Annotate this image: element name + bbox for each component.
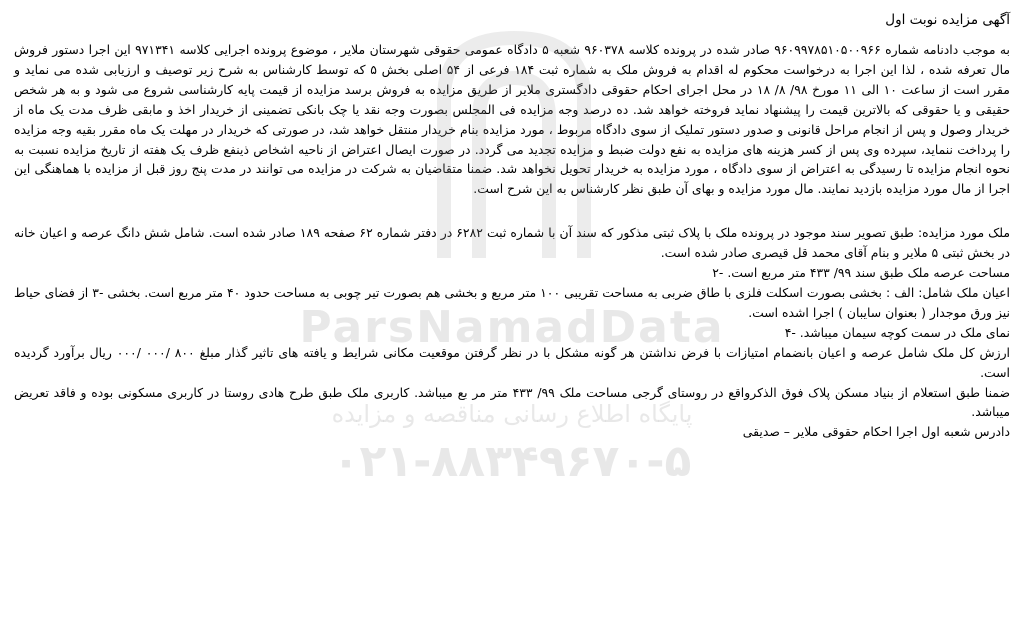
watermark-phone: ۰۲۱-۸۸۳۴۹۶۷۰-۵	[332, 436, 692, 487]
property-description: ملک مورد مزایده: طبق تصویر سند موجود در پرونده ملک با پلاک ثبتی مذکور که سند آن با شماره ثبت ۶۲۸۲ در دفتر شماره ۶۲ صفحه ۱۸۹ صادر شده است. شامل شش دانگ عرصه و اعیان خانه در بخش ثبتی ۵ ملایر و بنام آقای محمد قل قیصری صادر شده است.	[14, 225, 1010, 261]
auction-notice	[14, 8, 1010, 442]
building-details: اعیان ملک شامل: الف : بخشی بصورت اسکلت فلزی با طاق ضربی به مساحت تقریبی ۱۰۰ متر مربع و بخشی هم بصورت تیر چوبی به مساحت حدود ۴۰ متر مربع است. بخشی -۳ از فضای حیاط نیز ورق موجدار ( بعنوان سایبان ) اجرا اشده است.	[14, 284, 1010, 320]
housing-foundation-inquiry: ضمنا طبق استعلام از بنیاد مسکن پلاک فوق الذکرواقع در روستای گرجی مساحت ملک ۹۹/ ۴۳۳ متر مر بع میباشد. کاربری ملک طبق طرح هادی روستا در کاربری مسکونی بوده و فاقد تعریض میباشد.	[14, 384, 1010, 420]
property-valuation: ارزش کل ملک شامل عرصه و اعیان بانضمام امتیازات با فرض نداشتن هر گونه مشکل با در نظر گرفتن موقعیت مکانی شرایط و یافته های تاثیر گذار مبلغ ۸۰۰ /۰۰۰ /۰۰۰ ریال برآورد گردیده است.	[14, 344, 1010, 380]
notice-title: آگهی مزایده نوبت اول	[885, 12, 1010, 28]
signature-line: دادرس شعبه اول اجرا احکام حقوقی ملایر – صدیقی	[742, 424, 1010, 440]
facade-description: نمای ملک در سمت کوچه سیمان میباشد. -۴	[784, 324, 1010, 340]
watermark-slogan: پایگاه اطلاع رسانی مناقصه و مزایده	[331, 400, 693, 428]
watermark-brand: ParsNamadData	[299, 302, 725, 353]
paragraph-gap	[14, 199, 1010, 223]
notice-intro: به موجب دادنامه شماره ۹۶۰۹۹۷۸۵۱۰۵۰۰۹۶۶ صادر شده در پرونده کلاسه ۹۶۰۳۷۸ شعبه ۵ دادگاه عمومی حقوقی شهرستان ملایر ، موضوع پرونده اجرایی کلاسه ۹۷۱۳۴۱ این اجرا دستور فروش مال تعرفه شده ، لذا این اجرا به درخواست محکوم له اقدام به فروش ملک به شماره ثبت ۱۸۴ فرعی از ۵۴ اصلی بخش ۵ که توسط کارشناس به شرح زیر توصیف و ارزیابی شده می نماید و مقرر است از ساعت ۱۰ الی ۱۱ مورخ ۹۸/ ۸/ ۱۸ در محل اجرای احکام حقوقی دادگستری ملایر از طریق مزایده به فروش برسد مزایده از قیمت پایه کارشناسی شروع می شود و به هر شخص حقیقی و یا حقوقی که بالاترین قیمت را پیشنهاد نماید فروخته خواهد شد. ده درصد وجه مزایده فی المجلس بصورت وجه نقد یا چک بانکی تضمینی از خریدار اخذ و مابقی ظرف مدت یک ماه از خریدار وصول و پس از انجام مراحل قانونی و صدور دستور تملیک از سوی دادگاه مربوط ، مورد مزایده بنام خریدار منتقل خواهد شد، در صورتی که خریدار در مهلت یک ماه مقرر بقیه وجه مزایده را پرداخت ننماید، سپرده وی پس از کسر هزینه های مزایده به نفع دولت ضبط و مزایده تجدید می گردد. در صورت ایصال اعتراض از ناحیه اشخاص ذینفع ظرف یک هفته از تاریخ مزایده نسبت به نحوه انجام مزایده تا رسیدگی به اعتراض از سوی دادگاه ، مورد مزایده به خریدار تحویل نخواهد شد. ضمنا متقاضیان به شرکت در مزایده می توانند در مدت پنج روز قبل از مزایده با هماهنگی این اجرا از مال مورد مزایده بازدید نمایند. مال مورد مزایده و بهای آن طبق نظر کارشناس به این شرح است.	[14, 42, 1010, 197]
land-area: مساحت عرصه ملک طبق سند ۹۹/ ۴۳۳ متر مربع است. -۲	[712, 265, 1010, 281]
